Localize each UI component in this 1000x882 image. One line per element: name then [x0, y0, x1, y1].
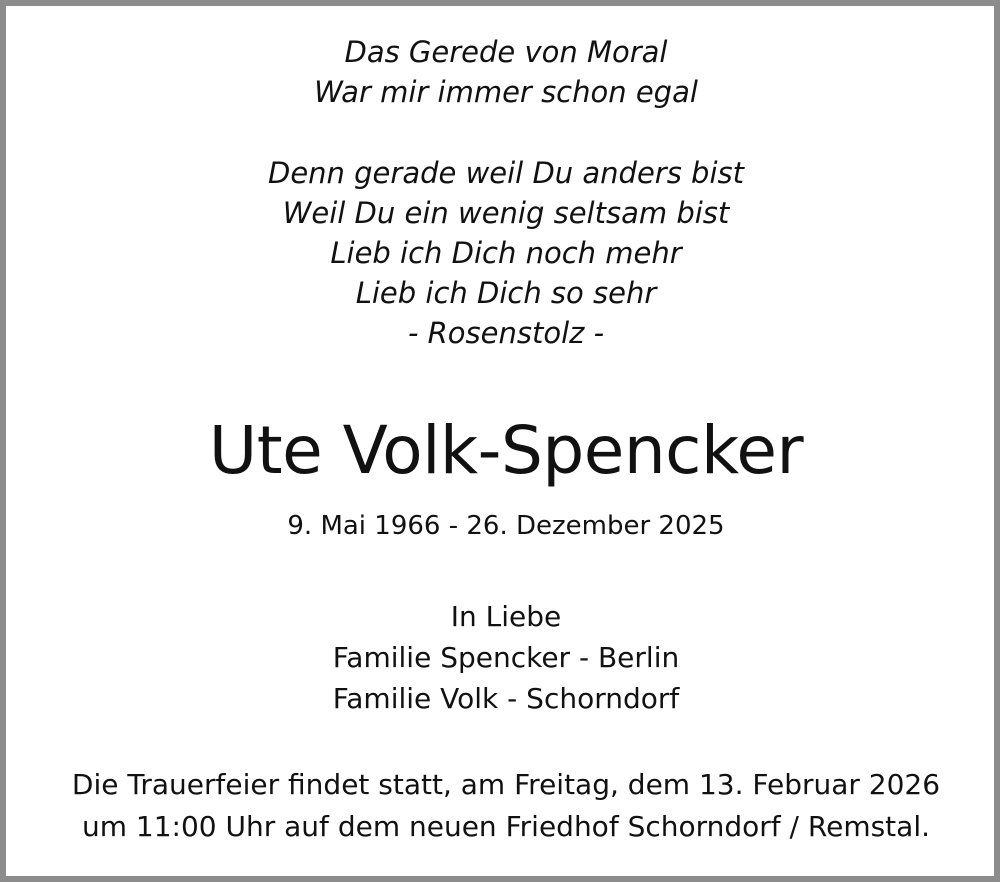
poem-line: Weil Du ein wenig seltsam bist	[282, 196, 730, 230]
poem-attribution: - Rosenstolz -	[407, 316, 605, 350]
poem-stanza-2	[6, 153, 1000, 353]
life-dates: 9. Mai 1966 - 26. Dezember 2025	[287, 511, 725, 541]
mourners-intro: In Liebe	[450, 600, 562, 633]
deceased-name: Ute Volk-Spencker	[208, 412, 804, 489]
poem-line: Lieb ich Dich noch mehr	[330, 236, 682, 270]
poem-line: Denn gerade weil Du anders bist	[268, 156, 744, 190]
poem-line: Das Gerede von Moral	[344, 35, 668, 69]
mourners-block	[6, 596, 1000, 719]
ceremony-line: Die Trauerfeier findet statt, am Freitag, dem 13. Februar 2026	[71, 768, 941, 801]
ceremony-line: um 11:00 Uhr auf dem neuen Friedhof Schorndorf / Remstal.	[81, 810, 930, 843]
mourner-family: Familie Volk - Schorndorf	[332, 682, 680, 715]
poem-stanza-1	[6, 32, 1000, 112]
poem-line: War mir immer schon egal	[314, 75, 698, 109]
mourner-family: Familie Spencker - Berlin	[332, 641, 680, 674]
ceremony-info	[6, 764, 1000, 848]
poem-line: Lieb ich Dich so sehr	[355, 276, 657, 310]
